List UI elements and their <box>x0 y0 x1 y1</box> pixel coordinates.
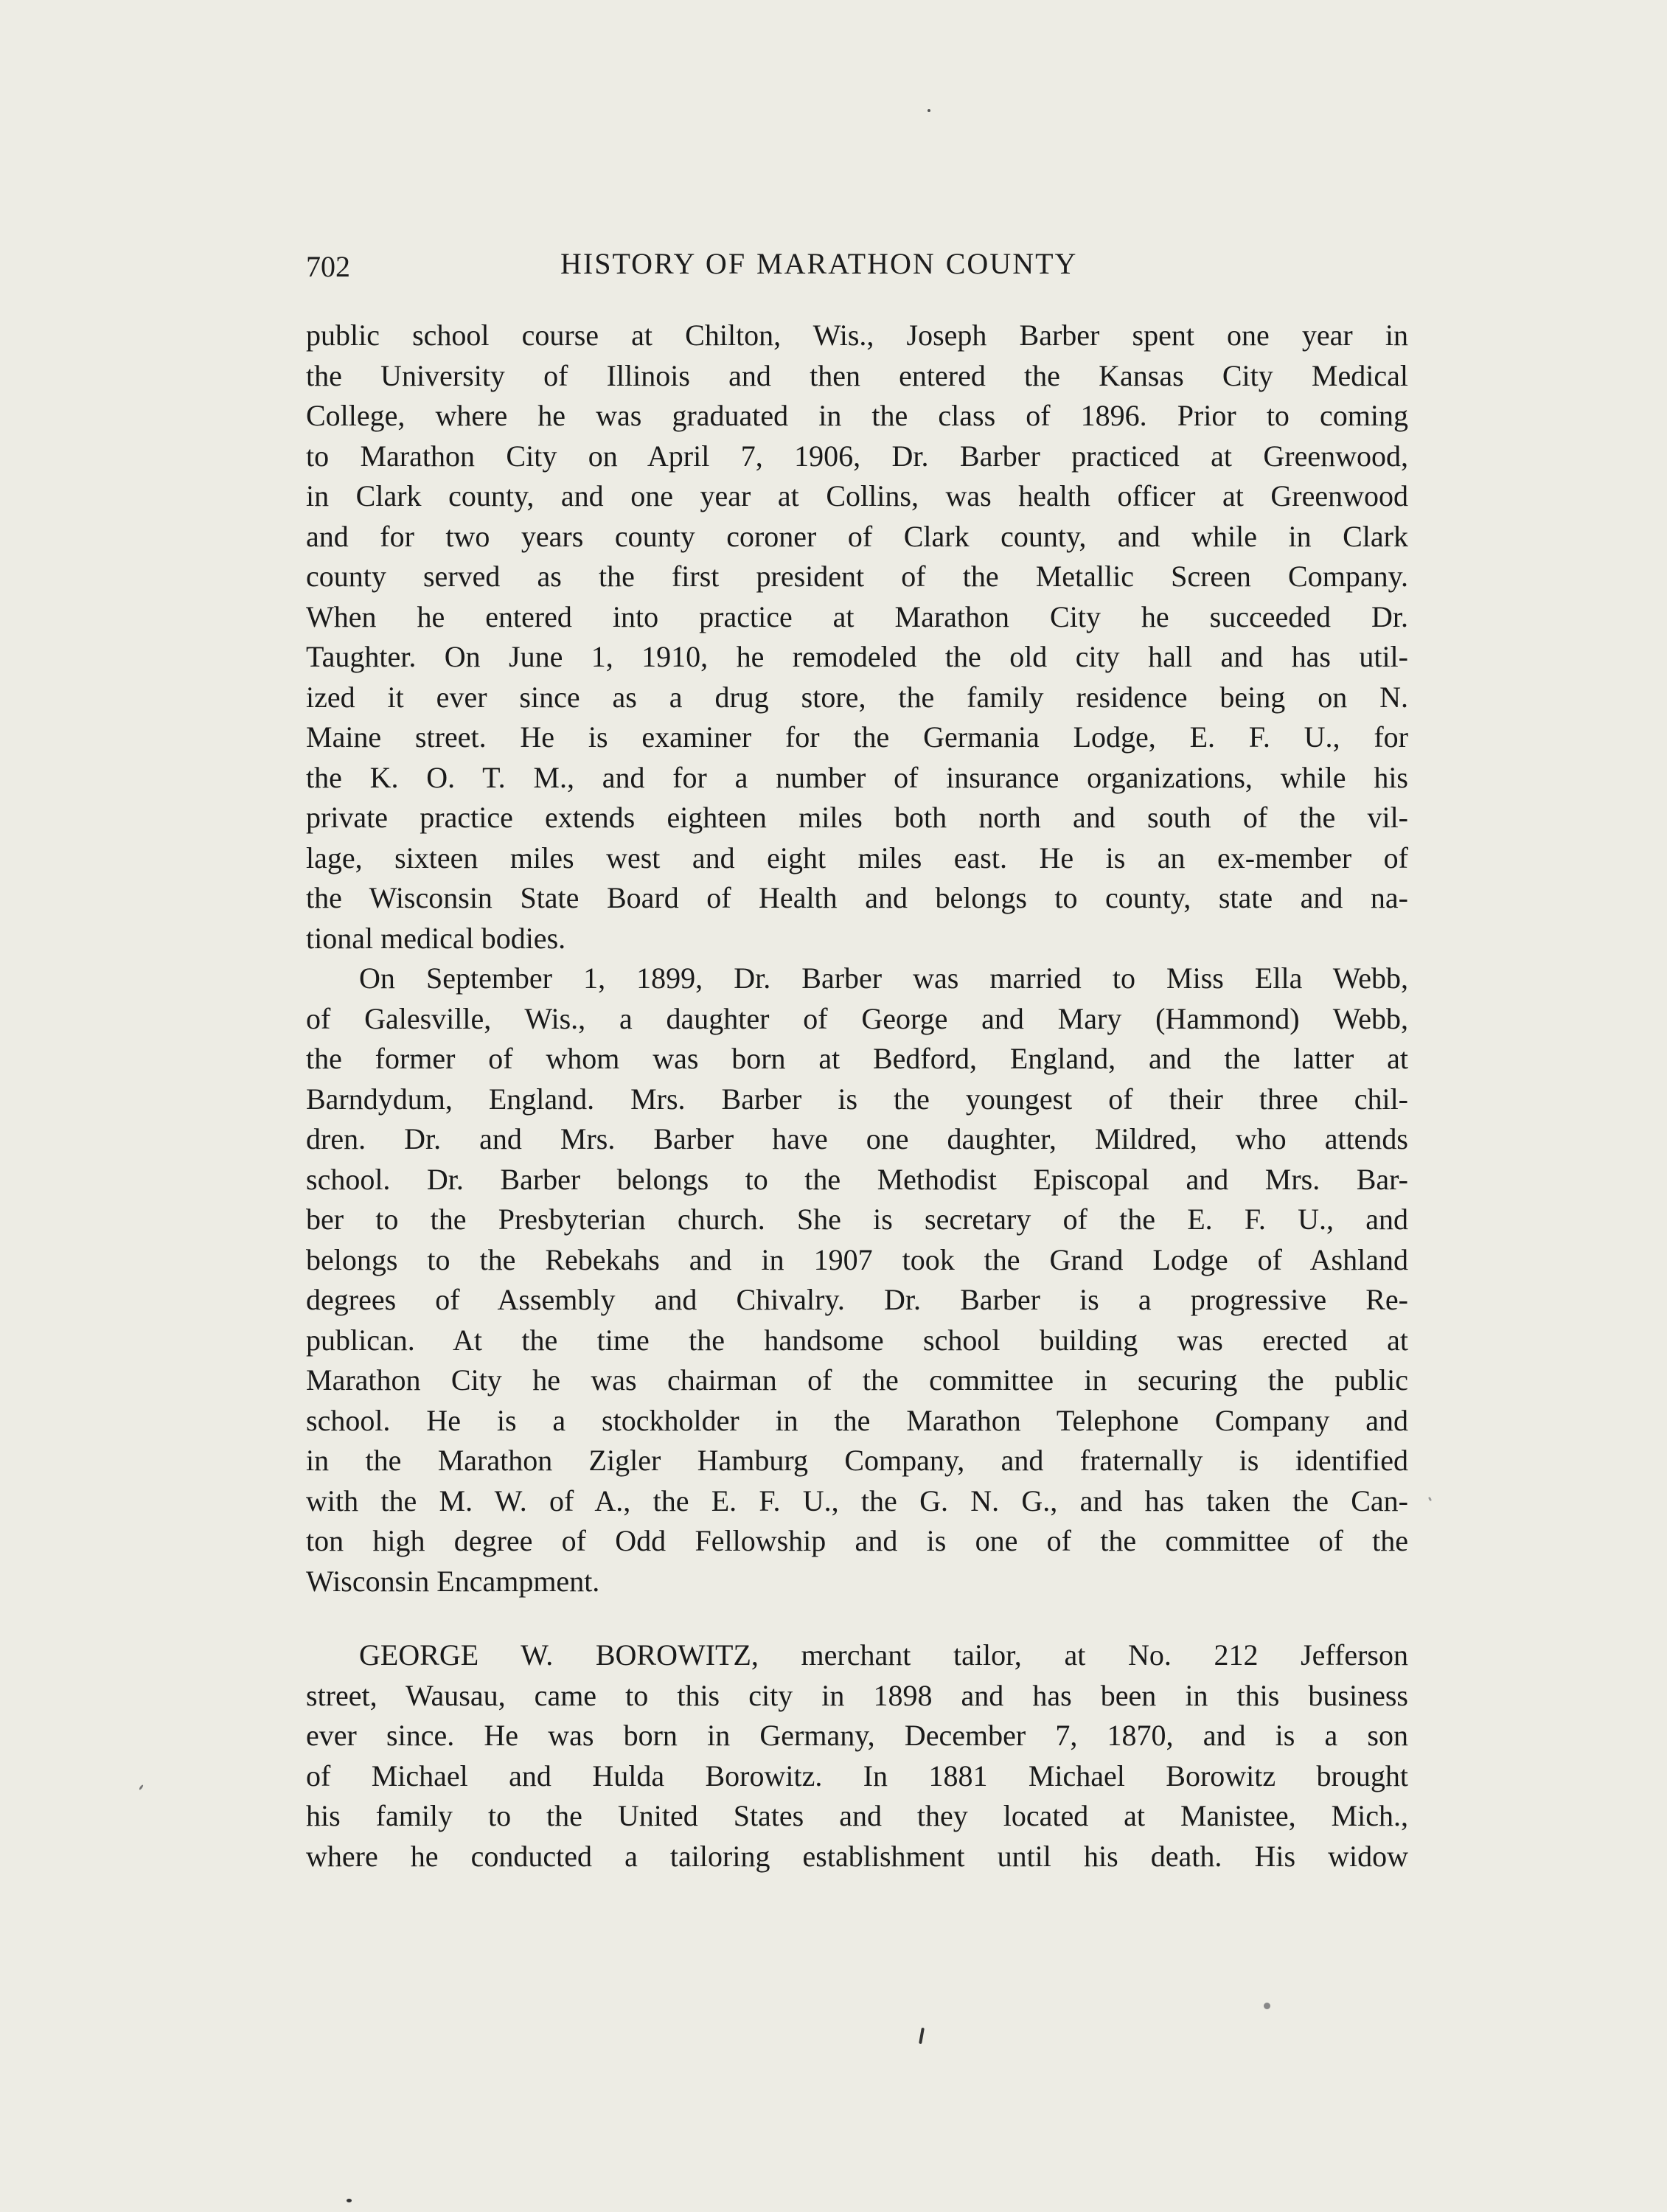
text-line: the former of whom was born at Bedford, England, and the latter at <box>306 1042 1408 1075</box>
text-line: Marathon City he was chairman of the committee in securing the public <box>306 1363 1408 1397</box>
paper-speck <box>928 109 930 112</box>
text-line: dren. Dr. and Mrs. Barber have one daughter, Mildred, who attends <box>306 1122 1408 1155</box>
paragraph-barber-career <box>306 316 1408 959</box>
text-line: with the M. W. of A., the E. F. U., the G. N. G., and has taken the Can- <box>306 1484 1408 1517</box>
page-number: 702 <box>306 250 350 283</box>
text-line: publican. At the time the handsome school building was erected at <box>306 1323 1408 1357</box>
text-line: in the Marathon Zigler Hamburg Company, and fraternally is identified <box>306 1444 1408 1477</box>
text-line: the University of Illinois and then entered the Kansas City Medical <box>306 358 1408 392</box>
paper-speck <box>1264 2003 1270 2009</box>
text-line: public school course at Chilton, Wis., Joseph Barber spent one year in <box>306 319 1408 352</box>
text-line: lage, sixteen miles west and eight miles east. He is an ex-member of <box>306 841 1408 874</box>
text-line: tional medical bodies. <box>306 921 566 955</box>
page-header <box>306 243 1408 288</box>
paper-speck <box>139 1784 144 1790</box>
text-line: his family to the United States and they located at Manistee, Mich., <box>306 1799 1408 1832</box>
text-line: the K. O. T. M., and for a number of insurance organizations, while his <box>306 760 1408 794</box>
paper-speck <box>919 2028 925 2044</box>
text-line: in Clark county, and one year at Collins, was health officer at Greenwood <box>306 479 1408 512</box>
text-line: Taughter. On June 1, 1910, he remodeled the old city hall and has util- <box>306 640 1408 673</box>
paragraph-barber-family <box>306 959 1408 1601</box>
text-line: of Galesville, Wis., a daughter of George and Mary (Hammond) Webb, <box>306 1001 1408 1035</box>
text-line: private practice extends eighteen miles both north and south of the vil- <box>306 801 1408 834</box>
text-line: degrees of Assembly and Chivalry. Dr. Barber is a progressive Re- <box>306 1283 1408 1316</box>
text-line: Barndydum, England. Mrs. Barber is the youngest of their three chil- <box>306 1082 1408 1116</box>
text-line: On September 1, 1899, Dr. Barber was married to Miss Ella Webb, <box>359 961 1408 995</box>
text-line: ber to the Presbyterian church. She is secretary of the E. F. U., and <box>306 1203 1408 1236</box>
paper-speck <box>1428 1497 1433 1502</box>
paper-speck <box>347 2199 352 2202</box>
text-line: of Michael and Hulda Borowitz. In 1881 Michael Borowitz brought <box>306 1759 1408 1792</box>
text-line: Maine street. He is examiner for the Germania Lodge, E. F. U., for <box>306 720 1408 754</box>
text-line: street, Wausau, came to this city in 1898 and has been in this business <box>306 1678 1408 1712</box>
text-line: ton high degree of Odd Fellowship and is one of the committee of the <box>306 1524 1408 1557</box>
text-line: to Marathon City on April 7, 1906, Dr. Barber practiced at Greenwood, <box>306 439 1408 473</box>
text-line: Wisconsin Encampment. <box>306 1564 600 1598</box>
running-head-title: HISTORY OF MARATHON COUNTY <box>560 247 1078 280</box>
text-line: When he entered into practice at Marathon City he succeeded Dr. <box>306 599 1408 633</box>
paragraph-borowitz <box>306 1635 1408 1877</box>
text-line: county served as the first president of the Metallic Screen Company. <box>306 560 1408 593</box>
section-gap <box>306 1601 1408 1635</box>
text-line: where he conducted a tailoring establishment until his death. His widow <box>306 1839 1408 1873</box>
body-text <box>306 316 1408 1877</box>
text-line: ized it ever since as a drug store, the family residence being on N. <box>306 680 1408 714</box>
text-line: GEORGE W. BOROWITZ, merchant tailor, at No. 212 Jefferson <box>359 1638 1408 1672</box>
text-line: ever since. He was born in Germany, December 7, 1870, and is a son <box>306 1719 1408 1752</box>
text-line: the Wisconsin State Board of Health and belongs to county, state and na- <box>306 881 1408 914</box>
text-line: belongs to the Rebekahs and in 1907 took the Grand Lodge of Ashland <box>306 1242 1408 1276</box>
text-line: and for two years county coroner of Clark county, and while in Clark <box>306 519 1408 553</box>
text-line: school. He is a stockholder in the Marathon Telephone Company and <box>306 1403 1408 1437</box>
text-line: school. Dr. Barber belongs to the Methodist Episcopal and Mrs. Bar- <box>306 1162 1408 1196</box>
text-line: College, where he was graduated in the class of 1896. Prior to coming <box>306 399 1408 432</box>
